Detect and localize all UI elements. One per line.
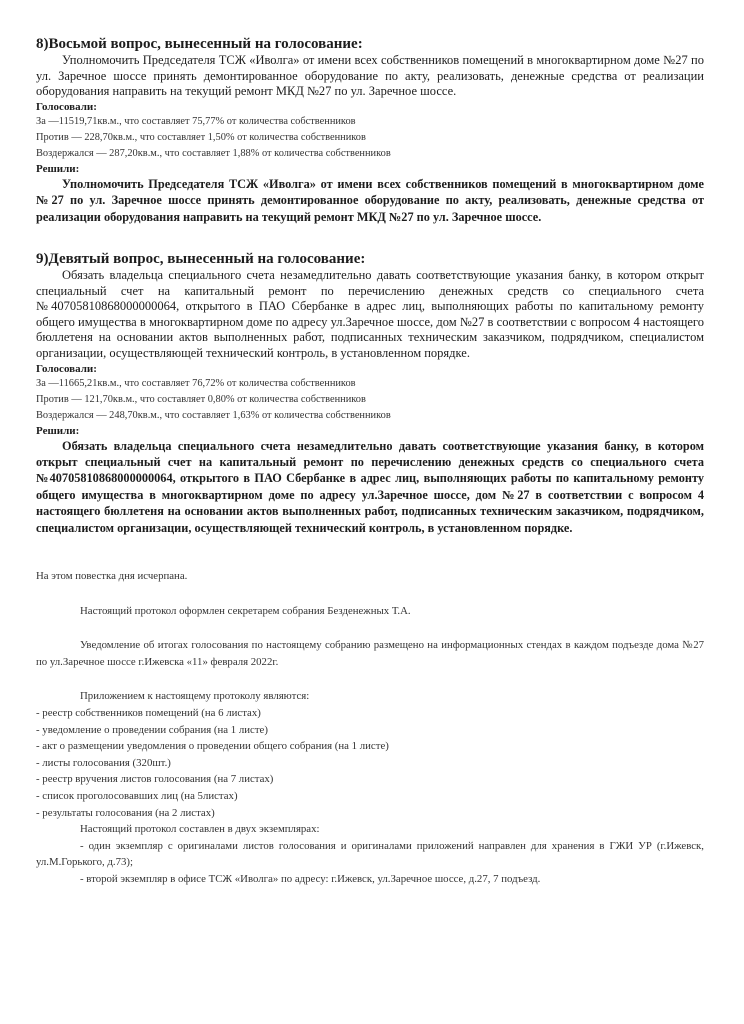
question-9-vote-for: За —11665,21кв.м., что составляет 76,72% от количества собственников [36,377,356,389]
question-9-decision: Обязать владельца специального счета незамедлительно давать соответствующие указания банку, в котором открыт специальный счет на капитальный ремонт по перечислению денежных средств со специального счета №40705810868000000064, открытого в ПАО Сбербанке в адрес лиц, выполняющих работы по капитальному ремонту общего имущества в многоквартирном доме по адресу ул.Заречное шоссе, дом №27 в соответствии с вопросом 4 настоящего бюллетеня на основании актов выполненных работ, подписанных техническим заказчиком, подрядчиком, специалистом организации, осуществляющей технический контроль, в установленном порядке. [36,438,704,535]
question-8-heading: 8)Восьмой вопрос, вынесенный на голосование: [36,36,363,52]
copies-intro: Настоящий протокол составлен в двух экземплярах: [80,823,320,836]
question-8-voted-label: Голосовали: [36,100,97,113]
secretary-text: Настоящий протокол оформлен секретарем собрания Безденежных Т.А. [80,604,411,617]
copy-two-text: - второй экземпляр в офисе ТСЖ «Иволга» по адресу: г.Ижевск, ул.Заречное шоссе, д.27, 7 подъезд. [80,872,541,885]
attachments-intro: Приложением к настоящему протоколу являются: [80,690,310,703]
question-9-vote-abstain: Воздержался — 248,70кв.м., что составляет 1,63% от количества собственников [36,409,391,421]
attachment-item: - уведомление о проведении собрания (на 1 листе) [36,723,268,736]
attachment-item: - список проголосовавших лиц (на 5листах) [36,789,238,802]
question-8-text: Уполномочить Председателя ТСЖ «Иволга» от имени всех собственников помещений в многоквартирном доме №27 по ул. Заречное шоссе принять демонтированное оборудование по акту, реализовать, денежные средства от реализации оборудования направить на текущий ремонт МКД №27 по ул. Заречное шоссе. [36,53,704,99]
question-9-voted-label: Голосовали: [36,362,97,375]
section-spacer [36,536,704,568]
question-8-section [36,36,704,225]
section-spacer [36,225,704,251]
question-8-vote-against: Против — 228,70кв.м., что составляет 1,50% от количества собственников [36,131,366,143]
question-8-vote-abstain: Воздержался — 287,20кв.м., что составляет 1,88% от количества собственников [36,147,391,159]
attachment-item: - реестр собственников помещений (на 6 листах) [36,706,261,719]
question-8-decision: Уполномочить Председателя ТСЖ «Иволга» от имени всех собственников помещений в многоквартирном доме №27 по ул. Заречное шоссе принять демонтированное оборудование по акту, реализовать, денежные средства от реализации оборудования направить на текущий ремонт МКД №27 по ул. Заречное шоссе. [36,176,704,224]
question-9-vote-against: Против — 121,70кв.м., что составляет 0,80% от количества собственников [36,393,366,405]
protocol-page [36,36,704,888]
closing-section [36,568,704,888]
attachment-item: - акт о размещении уведомления о проведении общего собрания (на 1 листе) [36,740,389,753]
copy-one-text: - один экземпляр с оригиналами листов голосования и оригиналами приложений направлен для хранения в ГЖИ УР (г.Ижевск, ул.М.Горького, д.73); [36,839,704,869]
attachments-list [36,705,704,821]
attachment-item: - реестр вручения листов голосования (на 7 листах) [36,773,274,786]
question-9-text: Обязать владельца специального счета незамедлительно давать соответствующие указания банку, в котором открыт специальный счет на капитальный ремонт по перечислению денежных средств со специального счета №40705810868000000064, открытого в ПАО Сбербанке в адрес лиц, выполняющих работы по капитальному ремонту общего имущества в многоквартирном доме по адресу ул.Заречное шоссе, дом №27 в соответствии с вопросом 4 настоящего бюллетеня на основании актов выполненных работ, подписанных техническим заказчиком, подрядчиком, специалистом организации, осуществляющей технический контроль, в установленном порядке. [36,268,704,360]
question-8-vote-for: За —11519,71кв.м., что составляет 75,77% от количества собственников [36,115,356,127]
attachment-item: - листы голосования (320шт.) [36,756,171,769]
question-9-heading: 9)Девятый вопрос, вынесенный на голосование: [36,251,366,267]
notice-text: Уведомление об итогах голосования по настоящему собранию размещено на информационных стендах в каждом подъезде дома №27 по ул.Заречное шоссе г.Ижевска «11» февраля 2022г. [36,639,704,668]
question-9-decided-label: Решили: [36,424,80,437]
agenda-done-text: На этом повестка дня исчерпана. [36,570,188,582]
attachment-item: - результаты голосования (на 2 листах) [36,806,215,819]
question-9-section [36,251,704,536]
question-8-decided-label: Решили: [36,162,80,175]
